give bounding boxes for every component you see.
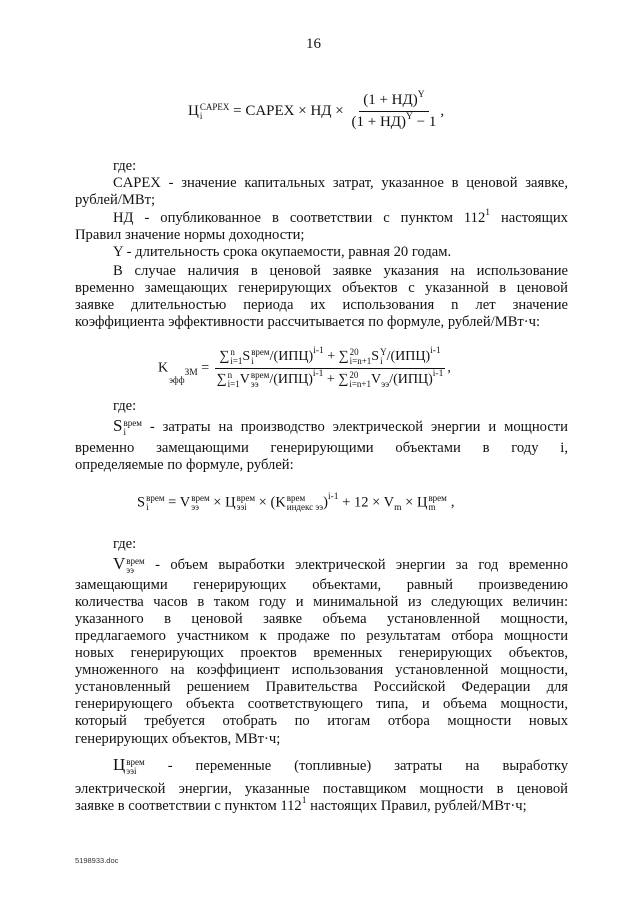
v-definition-line: количества часов в таком году и минимальной из следующих величин: [75,594,568,610]
symbol-k: K [275,494,286,511]
symbol-v: V [179,494,191,511]
symbol-sup: врем [146,493,165,503]
symbol-v: V [239,372,250,388]
times: × [258,494,267,511]
nd-definition-line1 [113,210,568,227]
case-paragraph-line: заявке длительностью периода их использования n лет значение [75,297,568,313]
formula-capex-denominator-tail: − 1 [412,114,437,130]
times: × [213,494,222,511]
power: i-1 [312,369,324,380]
c-definition-line2: электрической энергии, указанные поставщиком мощности в ценовой [75,781,568,797]
case-paragraph-line: В случае наличия в ценовой заявке указания на использование [113,263,568,279]
formula-capex-rhs-prefix: = CAPEX × НД × [233,102,344,119]
ipc-term: /(ИПЦ) [269,349,314,365]
capex-definition-line2: рублей/МВт; [75,192,156,208]
symbol-sup: врем [428,493,447,503]
page-number: 16 [306,36,321,52]
where-label-1: где: [113,158,137,174]
symbol-v: V [370,372,382,388]
sum-lower: i=1 [227,379,240,389]
symbol-sub: m [428,502,436,512]
c-definition-text-b: настоящих Правил, рублей/МВт·ч; [306,798,527,814]
sum-sign: ∑ [219,349,230,365]
symbol-sub: индекс ээ [286,502,324,512]
power: i-1 [430,346,441,357]
formula-capex-denominator-sup: Y [406,112,413,122]
symbol-sup: врем [191,493,210,503]
sum-lower: i=n+1 [349,379,371,389]
symbol-s: S [371,349,380,365]
formula-capex-numerator-sup: Y [417,90,425,100]
c-symbol-sup: врем [126,756,145,767]
s-definition-line2: временно замещающими генерирующими объектами в году i, [75,440,568,456]
sum-lower: i=1 [230,356,243,366]
footer-filename: 5198933.doc [75,856,119,865]
v-definition-line1 [113,554,568,575]
where-label-3: где: [113,536,137,552]
formula-efficiency-lhs: K [158,360,169,376]
c-definition-line1 [113,755,568,776]
where-label-2: где: [113,398,137,414]
power: i-1 [432,369,444,380]
formula-capex-numerator: (1 + НД) [363,92,418,108]
formula-efficiency-eq: = [201,360,210,376]
c-definition-text-a: заявке в соответствии с пунктом 112 [75,798,302,814]
sum-sign: ∑ [216,372,227,388]
s-symbol: S [113,416,123,435]
times: × [405,494,414,511]
symbol-sub: ээ [381,380,390,391]
formula-capex-fraction [347,92,440,131]
power: i-1 [327,492,339,503]
v-definition-line: который требуется отобрать по итогам отбора мощности новых [75,713,568,729]
sum-sign: ∑ [338,349,349,365]
power: i-1 [313,346,324,357]
formula-efficiency [158,348,451,389]
v-definition-line: предлагаемого участником к продаже по результатам отбора мощности [75,628,568,644]
s-symbol-sup: врем [123,417,142,428]
sum-sign: ∑ [338,372,349,388]
v-definition-line: генерирующего объекта соответствующего типа, и объема мощности, [75,696,568,712]
v-definition-line: новых генерирующих проектов временных генерирующих объектов, [75,645,568,661]
formula-efficiency-lhs-sub: эфф [169,375,185,385]
ipc-term: /(ИПЦ) [269,372,313,388]
symbol-sup: врем [286,493,306,503]
case-paragraph-line: временно замещающих генерирующих объектов с указанной в ценовой [75,280,568,296]
symbol-sup: врем [236,493,256,503]
nd-definition-text-a: НД - опубликованное в соответствии с пунктом 112 [113,210,486,226]
formula-capex-lhs: Ц [188,102,199,119]
s-definition-text: - затраты на производство электрической энергии и мощности [141,419,568,435]
v-definition-last-line: генерирующих объектов, МВт·ч; [75,731,281,747]
capex-definition-line1: CAPEX - значение капитальных затрат, указанное в ценовой заявке, [113,175,568,191]
v-symbol-sub: ээ [126,564,135,575]
formula-capex [188,92,444,131]
paren-close: ) [323,494,328,511]
formula-capex-denominator: (1 + НД) [351,114,406,130]
symbol-sub: m [394,503,402,514]
c-definition-sup: 1 [301,796,307,806]
formula-efficiency-fraction [213,348,448,389]
plus-12: + 12 × [342,494,381,511]
formula-s-cost [137,494,455,512]
symbol-vm: V [383,494,395,511]
symbol-sup: врем [251,347,270,357]
ipc-term: /(ИПЦ) [389,372,433,388]
symbol-sub: ээ [250,379,259,389]
nd-definition-sup: 1 [485,208,490,218]
v-definition-line: замещающими генерирующих объектами, равный произведению [75,577,568,593]
formula-s-tail: , [450,494,455,511]
symbol-sub: ээ [191,502,199,512]
symbol-s: S [137,494,146,511]
v-definition-text: - объем выработки электрической энергии за год временно [144,557,568,573]
formula-capex-lhs-sub: i [199,110,203,121]
formula-efficiency-tail: , [447,360,451,376]
v-definition-line: установленный решением Правительства Российской Федерации для [75,679,568,695]
symbol-s: S [242,349,251,365]
paren-open: ( [270,494,276,511]
formula-capex-lhs-sup: CAPEX [199,101,230,112]
y-definition: Y - длительность срока окупаемости, равная 20 годам. [113,244,452,260]
nd-definition-line2: Правил значение нормы доходности; [75,227,305,243]
symbol-sub: i [380,356,383,366]
equals: = [168,494,177,511]
symbol-sup: Y [380,347,387,357]
symbol-sub: i [251,356,254,366]
c-symbol-sub: ээi [126,765,137,776]
ipc-term: /(ИПЦ) [386,349,431,365]
symbol-sub: i [146,502,149,512]
symbol-sup: врем [250,370,270,380]
v-symbol: V [113,554,126,573]
sum-upper: n [230,347,235,357]
v-symbol-sup: врем [126,555,145,566]
c-definition-text: - переменные (топливные) затраты на выработку [144,758,568,774]
sum-upper: 20 [349,347,359,357]
nd-definition-text-b: настоящих [490,210,568,226]
formula-efficiency-lhs-sup: ЗМ [184,367,198,378]
sum-upper: n [227,370,233,380]
sum-upper: 20 [349,370,359,380]
s-definition-line1 [113,416,568,437]
formula-capex-tail: , [440,102,445,119]
symbol-cm: Ц [416,494,428,511]
s-symbol-sub: i [123,426,126,437]
case-paragraph-line: коэффициента эффективности рассчитывается по формуле, рублей/МВт·ч: [75,314,541,330]
v-definition-line: умноженного на коэффициент использования установленной мощности, [75,662,568,678]
symbol-c: Ц [225,494,236,511]
c-symbol: Ц [113,755,126,774]
plus: + [326,372,335,388]
v-definition-line: указанного в ценовой заявке объема установленной мощности, [75,611,568,627]
s-definition-line3: определяемые по формуле, рублей: [75,457,294,473]
c-definition-line3 [75,798,527,817]
plus: + [327,349,336,365]
symbol-sub: ээi [236,502,247,512]
sum-lower: i=n+1 [349,356,372,366]
